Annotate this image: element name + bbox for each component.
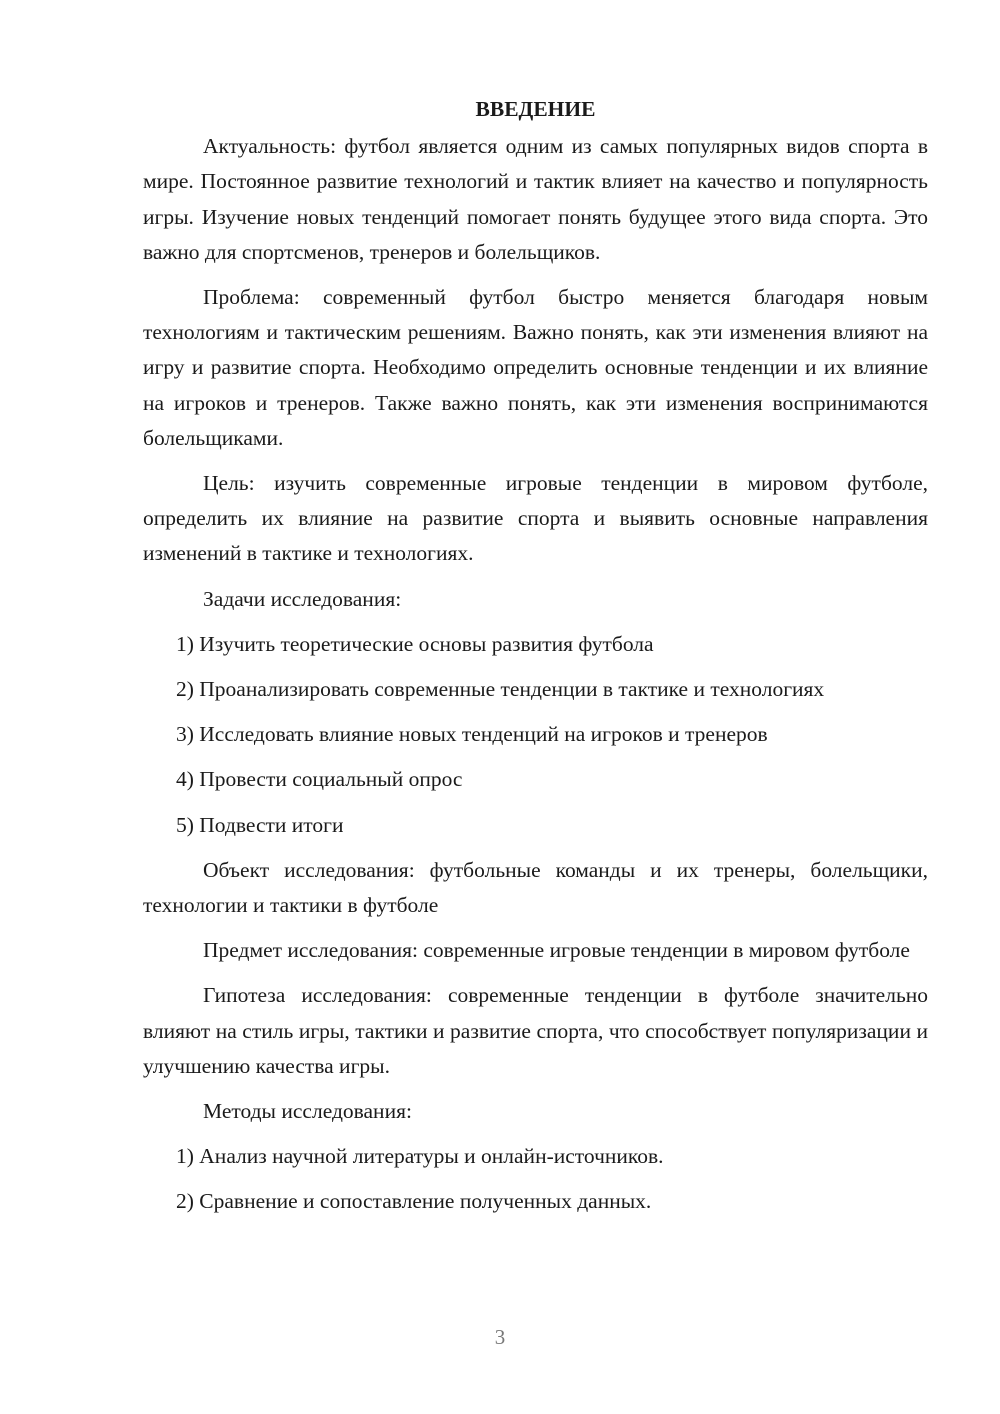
task-item: 1) Изучить теоретические основы развития футбола bbox=[176, 631, 654, 656]
document-page bbox=[143, 92, 928, 1230]
tasks-label: Задачи исследования: bbox=[203, 586, 402, 611]
subject-paragraph: Предмет исследования: современные игровые тенденции в мировом футболе bbox=[203, 938, 910, 963]
task-item: 5) Подвести итоги bbox=[176, 812, 344, 837]
method-item: 1) Анализ научной литературы и онлайн-источников. bbox=[176, 1144, 664, 1169]
relevance-paragraph: Актуальность: футбол является одним из самых популярных видов спорта в мире. Постоянное развитие технологий и тактик влияет на качество и популярность игры. Изучение новых тенденций помогает понять будущее этого вида спорта. Это важно для спортсменов, тренеров и болельщиков. bbox=[143, 134, 928, 264]
goal-paragraph: Цель: изучить современные игровые тенденции в мировом футболе, определить их влияние на развитие спорта и выявить основные направления изменений в тактике и технологиях. bbox=[143, 471, 928, 566]
task-item: 3) Исследовать влияние новых тенденций на игроков и тренеров bbox=[176, 722, 768, 747]
problem-paragraph: Проблема: современный футбол быстро меняется благодаря новым технологиям и тактическим решениям. Важно понять, как эти изменения влияют на игру и развитие спорта. Необходимо определить основные тенденции и их влияние на игроков и тренеров. Также важно понять, как эти изменения воспринимаются болельщиками. bbox=[143, 285, 928, 450]
object-paragraph: Объект исследования: футбольные команды и их тренеры, болельщики, технологии и тактики в футболе bbox=[143, 857, 928, 918]
hypothesis-paragraph: Гипотеза исследования: современные тенденции в футболе значительно влияют на стиль игры, тактики и развитие спорта, что способствует популяризации и улучшению качества игры. bbox=[143, 983, 928, 1078]
section-heading: ВВЕДЕНИЕ bbox=[475, 97, 596, 121]
methods-label: Методы исследования: bbox=[203, 1099, 412, 1124]
task-item: 2) Проанализировать современные тенденции в тактике и технологиях bbox=[176, 677, 825, 702]
tasks-list bbox=[143, 627, 928, 843]
method-item: 2) Сравнение и сопоставление полученных данных. bbox=[176, 1189, 652, 1214]
task-item: 4) Провести социальный опрос bbox=[176, 767, 463, 792]
methods-list bbox=[143, 1139, 928, 1219]
page-number: 3 bbox=[494, 1325, 506, 1349]
